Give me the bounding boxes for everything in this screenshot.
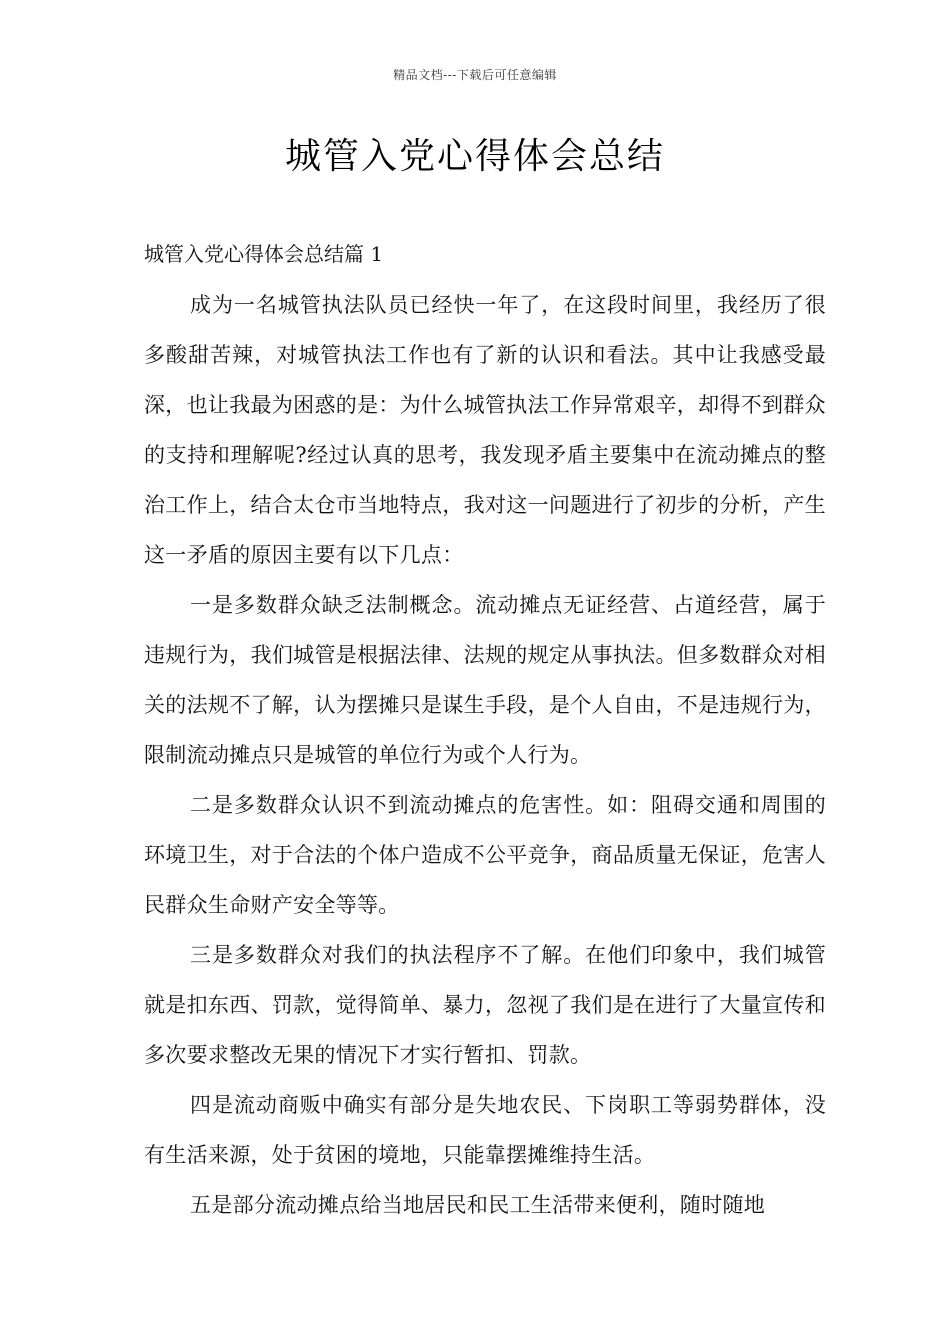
paragraph: 四是流动商贩中确实有部分是失地农民、下岗职工等弱势群体，没有生活来源，处于贫困的境地，只能靠摆摊维持生活。 [144,1093,826,1167]
paragraph: 一是多数群众缺乏法制概念。流动摊点无证经营、占道经营，属于违规行为，我们城管是根据法律、法规的规定从事执法。但多数群众对相关的法规不了解，认为摆摊只是谋生手段，是个人自由，不是违规行为，限制流动摊点只是城管的单位行为或个人行为。 [144,593,826,767]
paragraph: 成为一名城管执法队员已经快一年了，在这段时间里，我经历了很多酸甜苦辣，对城管执法工作也有了新的认识和看法。其中让我感受最深，也让我最为困惑的是：为什么城管执法工作异常艰辛，却得不到群众的支持和理解呢?经过认真的思考，我发现矛盾主要集中在流动摊点的整治工作上，结合太仓市当地特点，我对这一问题进行了初步的分析，产生这一矛盾的原因主要有以下几点： [144,293,826,567]
header-note: 精品文档---下载后可任意编辑 [393,68,557,82]
document-title: 城管入党心得体会总结 [284,136,665,177]
paragraph: 二是多数群众认识不到流动摊点的危害性。如：阻碍交通和周围的环境卫生，对于合法的个体户造成不公平竞争，商品质量无保证，危害人民群众生命财产安全等等。 [144,793,826,917]
paragraph: 五是部分流动摊点给当地居民和民工生活带来便利，随时随地 [190,1193,766,1217]
body-text [144,280,826,1230]
section-heading: 城管入党心得体会总结篇 1 [144,242,384,266]
paragraph: 三是多数群众对我们的执法程序不了解。在他们印象中，我们城管就是扣东西、罚款，觉得简单、暴力，忽视了我们是在进行了大量宣传和多次要求整改无果的情况下才实行暂扣、罚款。 [144,943,826,1067]
